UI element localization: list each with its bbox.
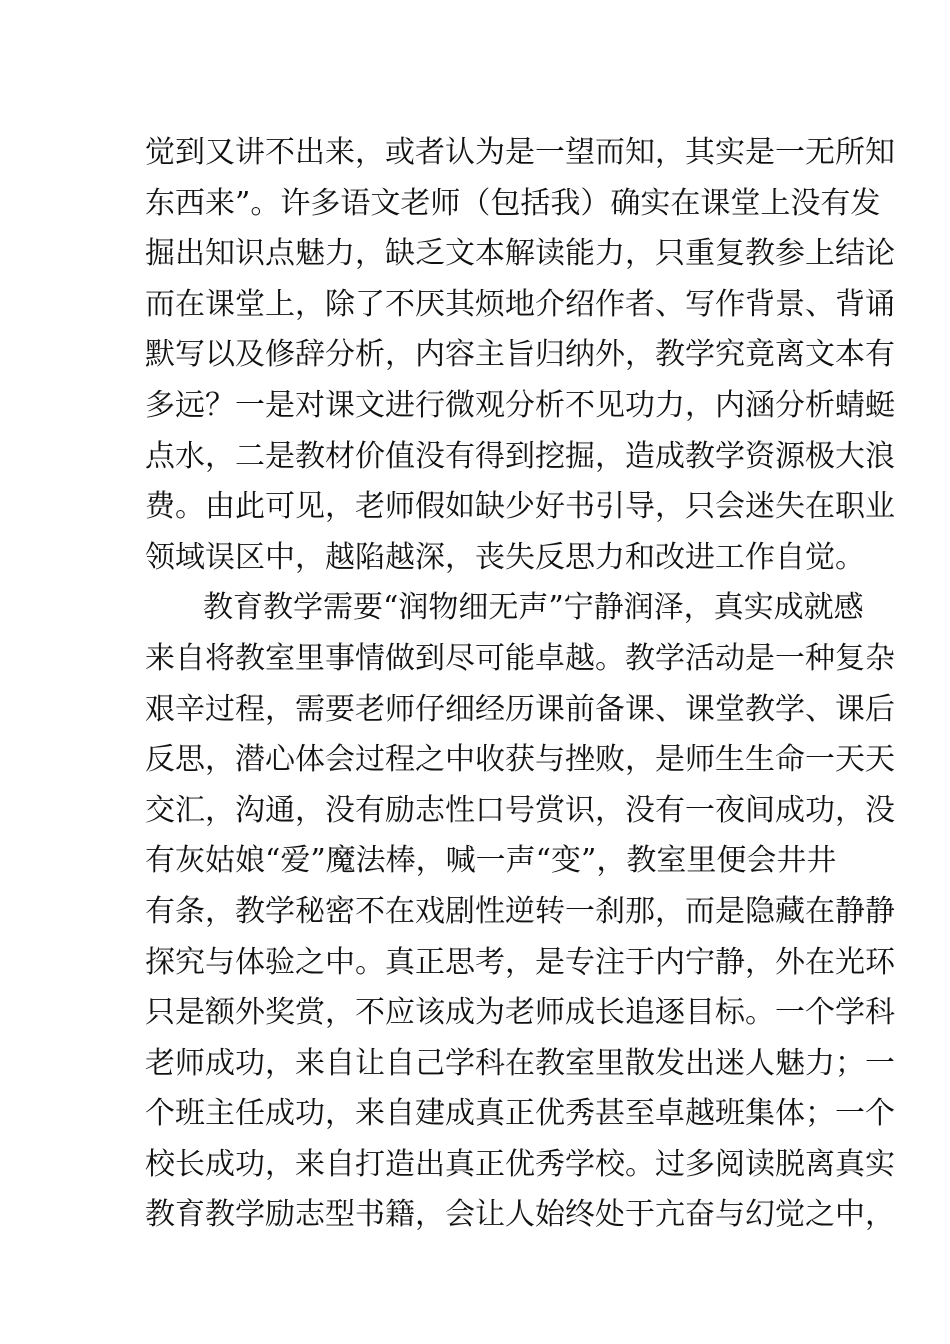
text-line: 而在课堂上，除了不厌其烦地介绍作者、写作背景、背诵 [145, 286, 895, 322]
text-line: 东西来”。许多语文老师（包括我）确实在课堂上没有发 [145, 185, 881, 221]
text-line: 教育教学励志型书籍，会让人始终处于亢奋与幻觉之中， [145, 1197, 895, 1233]
text-line: 点水，二是教材价值没有得到挖掘，造成教学资源极大浪 [145, 438, 895, 474]
text-line: 掘出知识点魅力，缺乏文本解读能力，只重复教参上结论 [145, 236, 895, 272]
text-line: 校长成功，来自打造出真正优秀学校。过多阅读脱离真实 [145, 1146, 895, 1182]
text-line: 艰辛过程，需要老师仔细经历课前备课、课堂教学、课后 [145, 691, 895, 727]
text-line: 有灰姑娘“爱”魔法棒，喊一声“变”，教室里便会井井 [145, 843, 837, 879]
text-line: 个班主任成功，来自建成真正优秀甚至卓越班集体；一个 [145, 1096, 895, 1132]
text-line: 来自将教室里事情做到尽可能卓越。教学活动是一种复杂 [145, 640, 895, 676]
text-line: 老师成功，来自让自己学科在教室里散发出迷人魅力；一 [145, 1045, 895, 1081]
text-line: 有条，教学秘密不在戏剧性逆转一刹那，而是隐藏在静静 [145, 893, 895, 929]
text-line: 反思，潜心体会过程之中收获与挫败，是师生生命一天天 [145, 742, 895, 778]
text-line: 默写以及修辞分析，内容主旨归纳外，教学究竟离文本有 [145, 337, 895, 373]
text-line: 只是额外奖赏，不应该成为老师成长追逐目标。一个学科 [145, 995, 895, 1031]
text-line: 领域误区中，越陷越深，丧失反思力和改进工作自觉。 [145, 539, 865, 575]
text-line: 多远？一是对课文进行微观分析不见功力，内涵分析蜻蜓 [145, 387, 895, 423]
text-line: 探究与体验之中。真正思考，是专注于内宁静，外在光环 [145, 944, 895, 980]
paragraph-first-line: 教育教学需要“润物细无声”宁静润泽，真实成就感 [203, 590, 864, 626]
text-line: 交汇，沟通，没有励志性口号赏识，没有一夜间成功，没 [145, 792, 895, 828]
text-line: 费。由此可见，老师假如缺少好书引导，只会迷失在职业 [145, 489, 895, 525]
text-line: 觉到又讲不出来，或者认为是一望而知，其实是一无所知 [145, 135, 895, 170]
body-text [145, 128, 895, 1241]
